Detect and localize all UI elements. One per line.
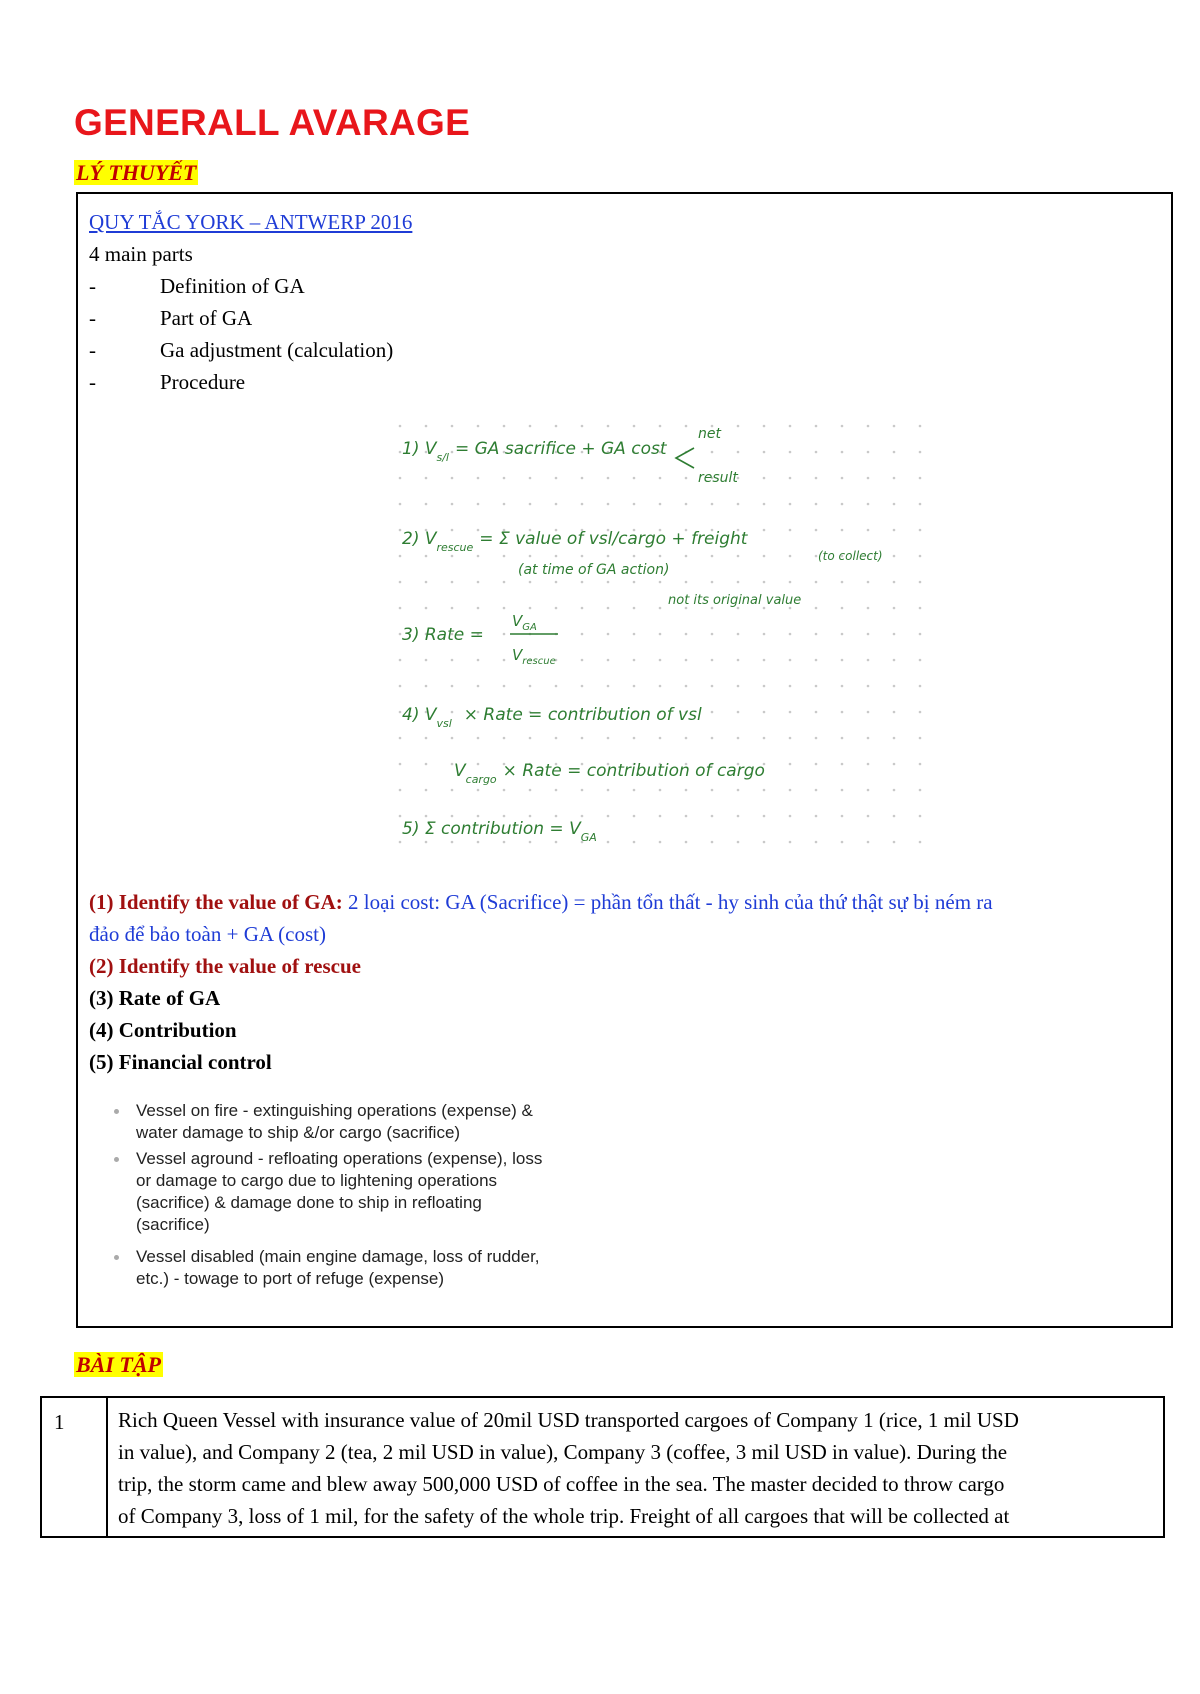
- bullet-dot: [114, 1255, 119, 1260]
- step-4: (4) Contribution: [89, 1018, 237, 1042]
- hw-at-time: (at time of GA action): [518, 562, 670, 578]
- exercise-line: trip, the storm came and blew away 500,000 USD of coffee in the sea. The master decided to throw cargo: [118, 1472, 1005, 1496]
- part-item: Definition of GA: [160, 274, 305, 298]
- part-item: Part of GA: [160, 306, 253, 330]
- hw-line5: 5) Σ contribution = $V_{GA}$: [402, 819, 597, 844]
- exercise-heading-text: BÀI TẬP: [76, 1352, 161, 1377]
- bullet-dot: [114, 1109, 119, 1114]
- hw-rate-denominator: $V_{rescue}$: [512, 646, 556, 667]
- bullet-dot: [114, 1157, 119, 1162]
- hw-line2: 2) $V_{rescue} = \Sigma$ value of vsl/cargo + freight: [402, 529, 748, 554]
- exercise-number: 1: [41, 1397, 107, 1537]
- theory-heading-text: LÝ THUYẾT: [76, 160, 197, 185]
- exercise-line: of Company 3, loss of 1 mil, for the safety of the whole trip. Freight of all cargoes that will be collected at: [118, 1504, 1010, 1528]
- main-parts-text: 4 main parts: [89, 242, 193, 266]
- theory-heading: [74, 160, 198, 186]
- dash-marker: -: [89, 370, 96, 394]
- hw-not-original: not its original value: [668, 593, 802, 608]
- hw-line4: 4) $V_{vsl}$ × Rate = contribution of vsl: [402, 705, 702, 730]
- step-2: (2) Identify the value of rescue: [89, 954, 361, 978]
- hw-rate-numerator: $V_{GA}$: [512, 612, 537, 633]
- part-item: Procedure: [160, 370, 246, 394]
- table-row: [41, 1397, 1164, 1537]
- exercise-line: Rich Queen Vessel with insurance value of 20mil USD transported cargoes of Company 1 (rice, 1 mil USD: [118, 1408, 1019, 1432]
- dash-marker: -: [89, 306, 96, 330]
- hw-result: result: [698, 470, 738, 486]
- hw-net: net: [698, 426, 721, 442]
- theory-box: QUY TẮC YORK – ANTWERP 2016 4 main parts - Definition of GA - Part of GA - Ga adjustment (calculation) - Procedure 1) $V_{s/l}$ = GA sacrifice + GA cost net result 2) $V_{rescue} = \Sigma$ value of vsl/cargo + freight (to collect) (at time of GA action) not its original value 3) Rate = $V_{GA}$ $V_{rescue}$ 4) $V_{vsl}$ × Rate = contribution of vsl $V_{cargo}$ × Rate = contribution of cargo 5) Σ contribution = $V_{GA}$ (1) Identify the value of GA: 2 loại cost: GA (Sacrifice) = phần tổn thất - hy sinh của thứ thật sự bị ném ra đảo để bảo toàn + GA (cost) (2) Identify the value of rescue (3) Rate of GA (4) Contribution (5) Financial control Vessel on fire - extinguishing operations (expense) & water damage to ship &/or cargo (sacrifice) Vessel aground - refloating operations (expense), loss or damage to cargo due to lightening operations (sacrifice) & damage done to ship in refloating (sacrifice) Vessel disabled (main engine damage, loss of rudder, etc.) - towage to port of refuge (expense): [76, 192, 1173, 1328]
- step-1-label: (1) Identify the value of GA:: [89, 890, 343, 914]
- exercise-table: [40, 1396, 1165, 1538]
- exercise-text: [107, 1397, 1164, 1537]
- step-1-text: 2 loại cost: GA (Sacrifice) = phần tổn thất - hy sinh của thứ thật sự bị ném ra: [342, 890, 993, 914]
- hw-line4b: $V_{cargo}$ × Rate = contribution of cargo: [454, 761, 765, 786]
- hw-line1: 1) $V_{s/l}$ = GA sacrifice + GA cost: [402, 439, 667, 464]
- exercise-heading: [74, 1352, 163, 1378]
- dash-marker: -: [89, 338, 96, 362]
- dash-marker: -: [89, 274, 96, 298]
- document-title: GENERALL AVARAGE: [74, 102, 471, 143]
- hw-line3: 3) Rate =: [402, 625, 484, 645]
- step-3: (3) Rate of GA: [89, 986, 221, 1010]
- handwritten-formulas: [398, 424, 938, 864]
- hw-to-collect: (to collect): [818, 549, 883, 563]
- exercise-line: in value), and Company 2 (tea, 2 mil USD in value), Company 3 (coffee, 3 mil USD in value). During the: [118, 1440, 1008, 1464]
- part-item: Ga adjustment (calculation): [160, 338, 394, 362]
- step-5: (5) Financial control: [89, 1050, 272, 1074]
- step-1: [89, 890, 993, 914]
- step-1-text-cont: đảo để bảo toàn + GA (cost): [89, 922, 326, 946]
- york-antwerp-link[interactable]: QUY TẮC YORK – ANTWERP 2016: [89, 210, 413, 234]
